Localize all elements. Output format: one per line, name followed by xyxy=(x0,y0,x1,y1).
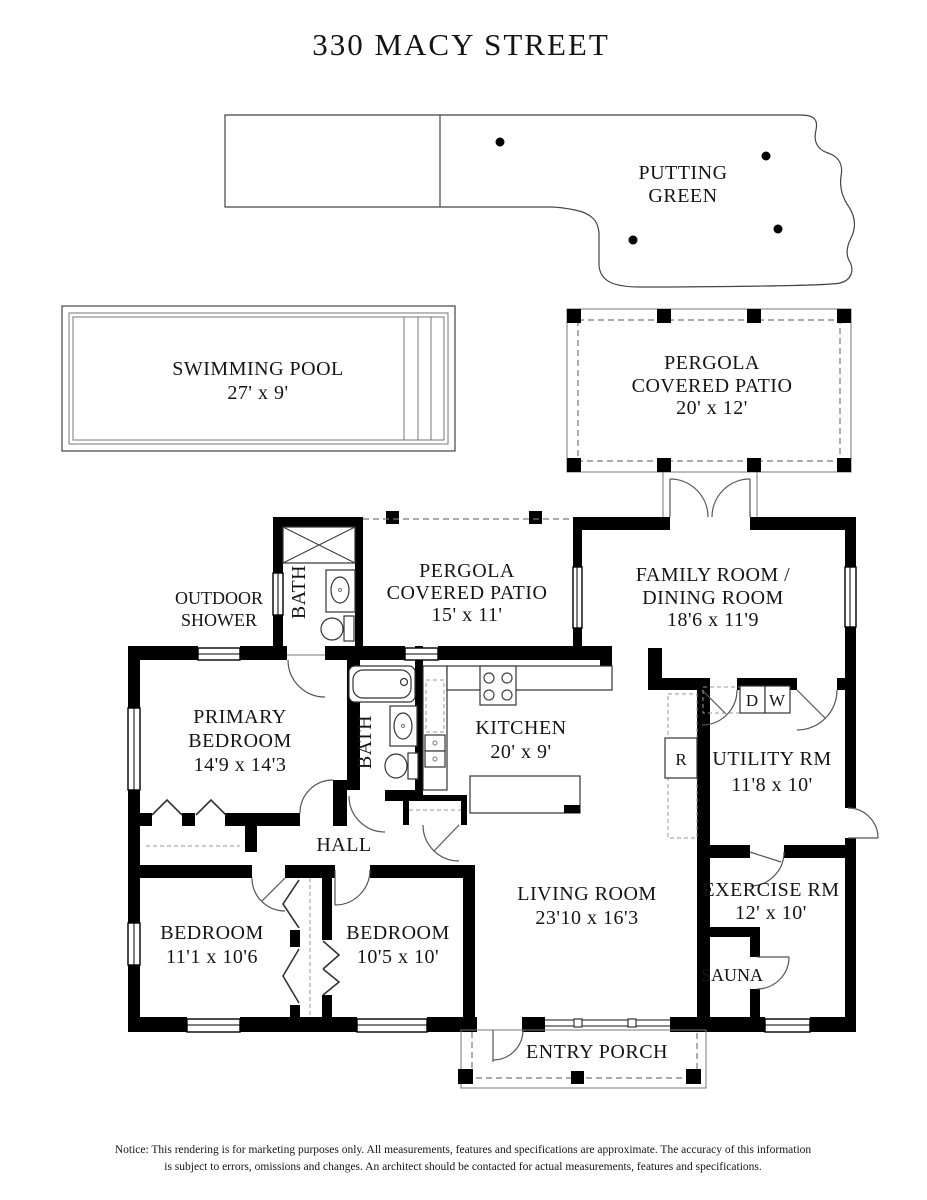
bifold-doors xyxy=(323,969,339,995)
window xyxy=(845,567,856,627)
french-doors xyxy=(663,472,757,517)
notice-text: Notice: This rendering is for marketing purposes only. All measurements, features and specifications are approximate. The accuracy of this information xyxy=(114,1144,812,1156)
primary-bedroom-label: PRIMARY xyxy=(193,706,287,728)
entry-porch-label: ENTRY PORCH xyxy=(525,1041,669,1063)
window xyxy=(198,648,240,660)
window xyxy=(357,1019,427,1032)
front-door xyxy=(493,1030,523,1060)
pantry-counter xyxy=(668,778,697,838)
pool-steps xyxy=(404,317,431,440)
bifold-doors xyxy=(196,800,226,815)
kitchen-dims: 20' x 9' xyxy=(490,741,552,763)
plan-title: 330 MACY STREET xyxy=(312,27,610,62)
primary-bedroom-dims: 14'9 x 14'3 xyxy=(193,754,287,776)
bifold-doors xyxy=(283,880,299,928)
living-room-sidelight xyxy=(545,1019,670,1027)
washer-label: W xyxy=(768,691,786,710)
kitchen-peninsula xyxy=(470,776,580,813)
pantry-counter xyxy=(668,694,697,738)
bathtub xyxy=(349,666,415,702)
putting-hole-dots xyxy=(496,138,783,245)
putting-green-label: PUTTING xyxy=(638,162,728,184)
bifold-doors xyxy=(152,800,182,815)
pergola-small-label: PERGOLA xyxy=(419,560,515,582)
bedroom-left-dims: 11'1 x 10'6 xyxy=(166,946,258,968)
family-dining-dims: 18'6 x 11'9 xyxy=(667,609,759,631)
window xyxy=(187,1019,240,1032)
bath-upper-label: BATH xyxy=(288,564,310,620)
notice-text: is subject to errors, omissions and changes. An architect should be contacted for actual measurements, features and specifications. xyxy=(164,1161,762,1173)
bath-upper-door xyxy=(288,660,325,697)
bath-lower-label: BATH xyxy=(354,714,376,770)
bath-lower-toilet xyxy=(385,753,418,779)
kitchen-counter-top xyxy=(447,666,612,690)
family-dining-label: FAMILY ROOM / xyxy=(635,564,791,586)
family-dining-label: DINING ROOM xyxy=(642,587,784,609)
hall-label: HALL xyxy=(316,834,372,856)
utility-label: UTILITY RM xyxy=(712,748,832,770)
window xyxy=(128,923,140,965)
bedroom-middle-door xyxy=(335,870,370,905)
living-room-dims: 23'10 x 16'3 xyxy=(535,907,639,929)
primary-bedroom-door xyxy=(300,780,333,813)
refrigerator-label: R xyxy=(675,750,687,769)
outdoor-shower-label: SHOWER xyxy=(181,610,257,630)
bath-upper-sink xyxy=(326,570,355,612)
pergola-large-label: PERGOLA xyxy=(664,352,760,374)
kitchen-counter-left xyxy=(423,666,447,790)
pergola-large-dims: 20' x 12' xyxy=(676,397,748,419)
swimming-pool-label: SWIMMING POOL xyxy=(172,358,344,380)
bath-lower-sink xyxy=(390,706,417,746)
side-exterior-door xyxy=(848,808,878,838)
window xyxy=(573,567,582,628)
putting-green xyxy=(225,115,855,287)
bifold-doors xyxy=(283,949,299,1003)
bath-upper-toilet xyxy=(321,616,354,641)
window xyxy=(128,708,140,790)
kitchen-sink xyxy=(425,735,445,767)
pergola-large-label: COVERED PATIO xyxy=(631,375,793,397)
pergola-small-label: COVERED PATIO xyxy=(386,582,548,604)
bedroom-middle-dims: 10'5 x 10' xyxy=(356,946,440,968)
window xyxy=(273,573,283,615)
swimming-pool-dims: 27' x 9' xyxy=(227,382,289,404)
exercise-label: EXERCISE RM xyxy=(702,879,840,901)
pergola-small-dims: 15' x 11' xyxy=(431,604,503,626)
closets xyxy=(146,800,461,1015)
stove xyxy=(480,666,516,705)
living-room-label: LIVING ROOM xyxy=(517,883,657,905)
bedroom-middle-label: BEDROOM xyxy=(346,922,450,944)
bedroom-left-label: BEDROOM xyxy=(160,922,264,944)
primary-bedroom-label: BEDROOM xyxy=(188,730,292,752)
utility-dims: 11'8 x 10' xyxy=(731,774,813,796)
outdoor-shower-label: OUTDOOR xyxy=(175,588,263,608)
kitchen-label: KITCHEN xyxy=(475,717,567,739)
putting-green-label: GREEN xyxy=(648,185,718,207)
window xyxy=(765,1019,810,1032)
sauna-label: SAUNA xyxy=(700,965,764,985)
bifold-doors xyxy=(323,941,339,969)
exercise-dims: 12' x 10' xyxy=(735,902,807,924)
bath-lower-door xyxy=(349,796,385,832)
window xyxy=(405,648,438,660)
dryer-label: D xyxy=(745,691,759,710)
shower-stall xyxy=(283,527,355,563)
